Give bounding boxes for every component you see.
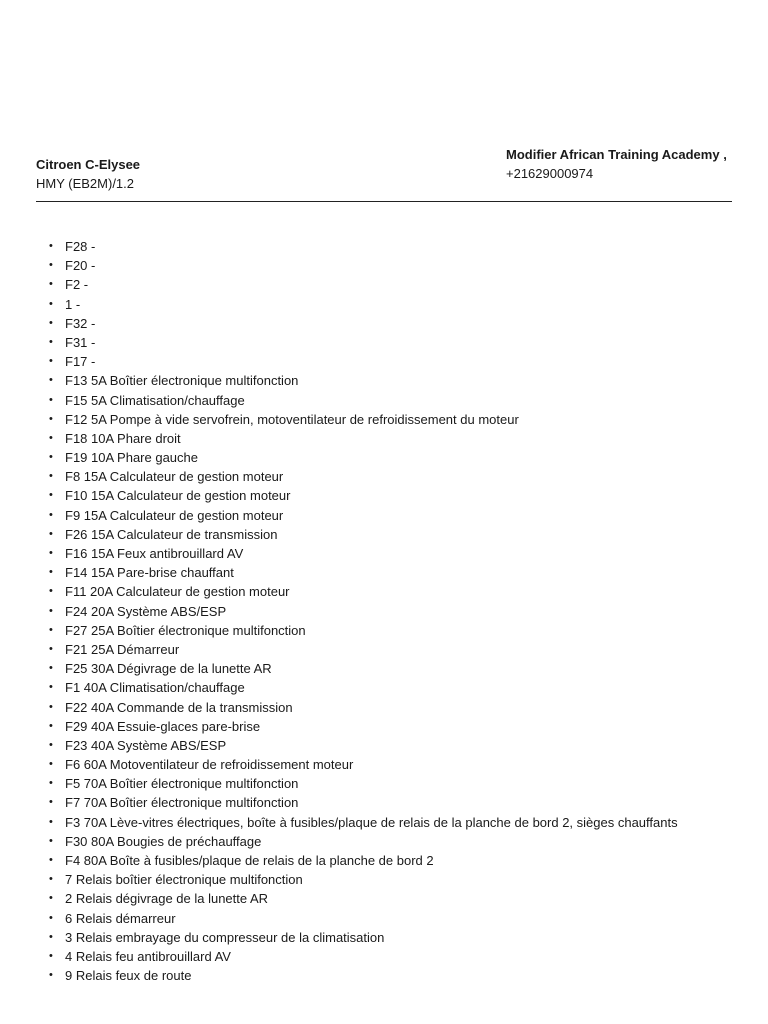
bullet-icon: •	[49, 297, 53, 310]
fuse-label: F21 25A Démarreur	[65, 641, 180, 657]
bullet-icon: •	[49, 642, 53, 655]
list-item	[36, 333, 678, 352]
list-item	[36, 928, 678, 947]
list-item	[36, 544, 678, 563]
bullet-icon: •	[49, 335, 53, 348]
bullet-icon: •	[49, 585, 53, 598]
vehicle-engine: HMY (EB2M)/1.2	[36, 176, 135, 191]
bullet-icon: •	[49, 873, 53, 886]
fuse-label: F9 15A Calculateur de gestion moteur	[65, 507, 284, 523]
fuse-list	[36, 237, 678, 985]
company-name: Modifier African Training Academy ,	[506, 147, 727, 162]
list-item	[36, 429, 678, 448]
bullet-icon: •	[49, 355, 53, 368]
fuse-label: 3 Relais embrayage du compresseur de la climatisation	[65, 929, 385, 945]
bullet-icon: •	[49, 374, 53, 387]
fuse-label: F32 -	[65, 315, 96, 331]
fuse-label: F27 25A Boîtier électronique multifonction	[65, 622, 306, 638]
fuse-label: F5 70A Boîtier électronique multifonction	[65, 776, 299, 792]
list-item	[36, 448, 678, 467]
list-item	[36, 314, 678, 333]
fuse-label: F2 -	[65, 277, 89, 293]
fuse-label: F7 70A Boîtier électronique multifonction	[65, 795, 299, 811]
bullet-icon: •	[49, 700, 53, 713]
bullet-icon: •	[49, 547, 53, 559]
bullet-icon: •	[49, 604, 53, 617]
list-item	[36, 410, 678, 429]
list-item	[36, 832, 678, 851]
bullet-icon: •	[49, 892, 53, 905]
list-item	[36, 755, 678, 774]
bullet-icon: •	[49, 834, 53, 847]
company-phone: +21629000974	[506, 166, 594, 181]
fuse-label: F26 15A Calculateur de transmission	[65, 526, 278, 542]
fuse-label: 6 Relais démarreur	[65, 910, 176, 926]
bullet-icon: •	[49, 451, 53, 464]
company-info	[506, 145, 727, 183]
fuse-label: F3 70A Lève-vitres électriques, boîte à fusibles/plaque de relais de la planche de bord 2, sièges chauffants	[65, 814, 678, 830]
fuse-label: 4 Relais feu antibrouillard AV	[65, 948, 231, 964]
list-item	[36, 256, 678, 275]
list-item	[36, 295, 678, 314]
list-item	[36, 525, 678, 544]
bullet-icon: •	[49, 758, 53, 771]
list-item	[36, 678, 678, 697]
fuse-label: F13 5A Boîtier électronique multifonction	[65, 373, 299, 389]
fuse-label: F19 10A Phare gauche	[65, 450, 198, 466]
list-item	[36, 506, 678, 525]
list-item	[36, 870, 678, 889]
bullet-icon: •	[49, 393, 53, 406]
bullet-icon: •	[49, 489, 53, 502]
list-item	[36, 698, 678, 717]
bullet-icon: •	[49, 259, 53, 272]
bullet-icon: •	[49, 431, 53, 444]
list-item	[36, 352, 678, 371]
list-item	[36, 563, 678, 582]
list-item	[36, 237, 678, 256]
bullet-icon: •	[49, 777, 53, 790]
list-item	[36, 736, 678, 755]
list-item	[36, 966, 678, 985]
list-item	[36, 640, 678, 659]
list-item	[36, 391, 678, 410]
fuse-label: F23 40A Système ABS/ESP	[65, 737, 227, 753]
bullet-icon: •	[49, 815, 53, 828]
fuse-label: F30 80A Bougies de préchauffage	[65, 833, 262, 849]
fuse-label: 1 -	[65, 296, 81, 312]
document-header	[36, 144, 732, 202]
bullet-icon: •	[49, 240, 53, 252]
fuse-label: F22 40A Commande de la transmission	[65, 699, 293, 715]
fuse-label: F1 40A Climatisation/chauffage	[65, 680, 245, 696]
fuse-label: F17 -	[65, 354, 96, 370]
list-item	[36, 774, 678, 793]
fuse-label: F14 15A Pare-brise chauffant	[65, 565, 234, 581]
list-item	[36, 889, 678, 908]
bullet-icon: •	[49, 566, 53, 579]
bullet-icon: •	[49, 949, 53, 962]
list-item	[36, 621, 678, 640]
list-item	[36, 851, 678, 870]
bullet-icon: •	[49, 412, 53, 425]
list-item	[36, 275, 678, 294]
fuse-label: F25 30A Dégivrage de la lunette AR	[65, 661, 272, 677]
list-item	[36, 467, 678, 486]
bullet-icon: •	[49, 930, 53, 943]
list-item	[36, 486, 678, 505]
bullet-icon: •	[49, 316, 53, 329]
list-item	[36, 602, 678, 621]
list-item	[36, 659, 678, 678]
list-item	[36, 813, 678, 832]
bullet-icon: •	[49, 969, 53, 982]
vehicle-info	[36, 155, 140, 193]
list-item	[36, 582, 678, 601]
fuse-label: F15 5A Climatisation/chauffage	[65, 392, 245, 408]
fuse-label: 9 Relais feux de route	[65, 968, 192, 984]
bullet-icon: •	[49, 796, 53, 809]
bullet-icon: •	[49, 738, 53, 751]
fuse-label: F8 15A Calculateur de gestion moteur	[65, 469, 284, 485]
list-item	[36, 793, 678, 812]
fuse-label: F31 -	[65, 334, 96, 350]
list-item	[36, 947, 678, 966]
list-item	[36, 717, 678, 736]
fuse-label: F16 15A Feux antibrouillard AV	[65, 546, 244, 561]
bullet-icon: •	[49, 854, 53, 866]
vehicle-name: Citroen C-Elysee	[36, 157, 141, 172]
fuse-label: F12 5A Pompe à vide servofrein, motoventilateur de refroidissement du moteur	[65, 411, 519, 427]
fuse-label: F11 20A Calculateur de gestion moteur	[65, 584, 290, 600]
fuse-label: F4 80A Boîte à fusibles/plaque de relais de la planche de bord 2	[65, 853, 434, 868]
bullet-icon: •	[49, 911, 53, 924]
bullet-icon: •	[49, 508, 53, 521]
bullet-icon: •	[49, 662, 53, 675]
list-item	[36, 909, 678, 928]
fuse-label: 7 Relais boîtier électronique multifonction	[65, 872, 303, 888]
fuse-label: F18 10A Phare droit	[65, 430, 181, 446]
bullet-icon: •	[49, 623, 53, 636]
fuse-label: F29 40A Essuie-glaces pare-brise	[65, 718, 261, 734]
fuse-label: 2 Relais dégivrage de la lunette AR	[65, 891, 269, 907]
bullet-icon: •	[49, 278, 53, 291]
fuse-label: F24 20A Système ABS/ESP	[65, 603, 227, 619]
fuse-label: F20 -	[65, 258, 96, 274]
fuse-label: F28 -	[65, 239, 96, 254]
bullet-icon: •	[49, 681, 53, 694]
bullet-icon: •	[49, 470, 53, 483]
bullet-icon: •	[49, 527, 53, 540]
bullet-icon: •	[49, 719, 53, 732]
fuse-label: F10 15A Calculateur de gestion moteur	[65, 488, 291, 504]
list-item	[36, 371, 678, 390]
fuse-label: F6 60A Motoventilateur de refroidissement moteur	[65, 757, 354, 773]
